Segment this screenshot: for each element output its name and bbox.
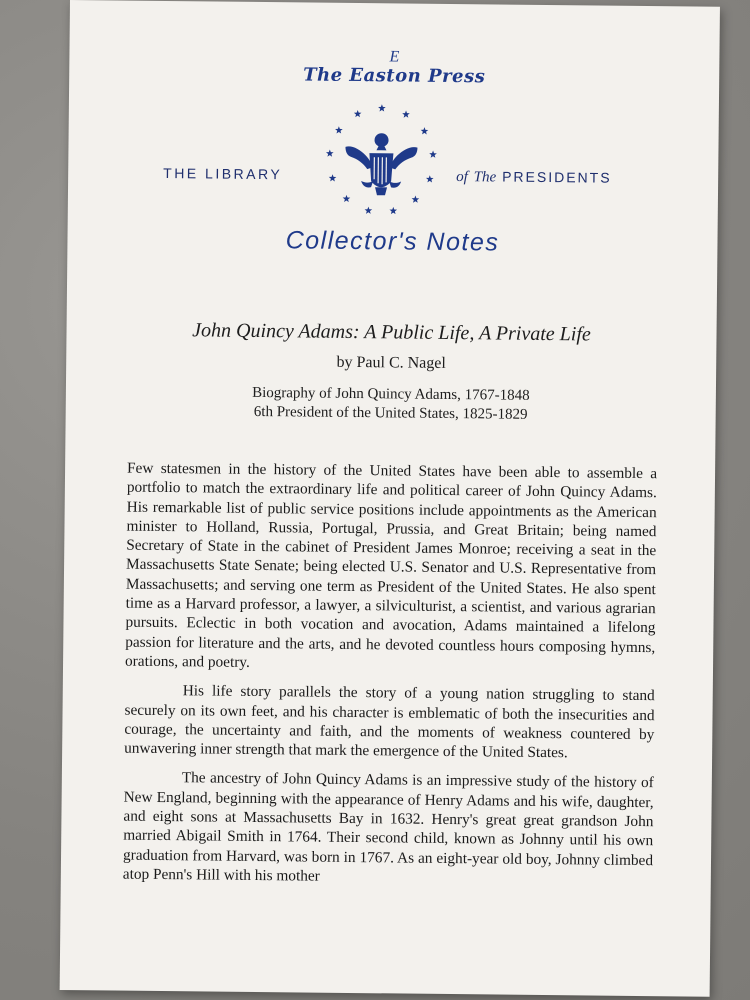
seal-star-icon <box>354 110 362 117</box>
paragraph-1: Few statesmen in the history of the United States have been able to assemble a portfolio to match the extraordinary life and political career of John Quincy Adams. His remarkable list of public service positions include appointments as the American minister to Holland, Russia, Portugal, Prussia, and Great Britain; being named Secretary of State in the cabinet of President James Monroe; receiving a seat in the Massachusetts State Senate; being elected U.S. Senator and U.S. Representative from Massachusetts; and serving one term as President of the United States. He also spent time as a Harvard professor, a lawyer, a silviculturist, a scientist, and various agrarian pursuits. Eclectic in both vocation and avocation, Adams maintained a lifelong passion for literature and the arts, and he devoted countless hours composing hymns, orations, and poetry. <box>124 459 658 671</box>
collectors-notes-card <box>60 0 720 997</box>
series-presidents: PRESIDENTS <box>502 168 612 186</box>
seal-star-icon <box>329 174 337 181</box>
seal-star-icon <box>389 207 397 214</box>
seal-star-icon <box>412 196 420 203</box>
seal-star-icon <box>426 175 434 182</box>
presidential-eagle-seal-icon <box>321 103 442 219</box>
series-right <box>456 168 612 188</box>
series-of: of <box>456 169 468 186</box>
publisher-logo <box>69 46 719 90</box>
seal-star-icon <box>378 104 386 111</box>
seal-star-icon <box>421 127 429 134</box>
book-title: John Quincy Adams: A Public Life, A Private Life <box>192 319 591 346</box>
body-text <box>123 459 658 900</box>
seal-star-icon <box>429 151 437 158</box>
paragraph-3: The ancestry of John Quincy Adams is an impressive study of the history of New England, beginning with the appearance of Henry Adams and his wife, daughter, and eight sons at Massachusetts Bay in 1632. Henry's great great grandson John married Abigail Smith in 1764. Their second child, known as Johnny until his own graduation from Harvard, was born in 1767. As an eight-year old boy, Johnny climbed atop Penn's Hill with his mother <box>122 769 654 885</box>
seal-star-icon <box>326 149 334 156</box>
bio-line-1: Biography of John Quincy Adams, 1767-1848 <box>252 384 530 404</box>
publisher-monogram: E <box>389 48 400 66</box>
series-header <box>68 100 719 217</box>
bio-line-2: 6th President of the United States, 1825-1829 <box>253 403 528 423</box>
seal-star-icon <box>343 195 351 202</box>
seal-star-icon <box>335 126 343 133</box>
publisher-name: The Easton Press <box>303 64 486 88</box>
series-the: The <box>473 169 497 186</box>
series-left: THE LIBRARY <box>163 164 283 183</box>
book-bio <box>66 382 716 427</box>
seal-star-icon <box>402 110 410 117</box>
book-author: by Paul C. Nagel <box>336 353 446 372</box>
seal-star-icon <box>365 207 373 214</box>
page-title: Collector's Notes <box>285 226 500 257</box>
paragraph-2: His life story parallels the story of a young nation struggling to stand securely on its own feet, and his character is emblematic of both the insecurities and courage, the uncertainty and faith, and the moments of weakness countered by unwavering inner strength that mark the emergence of the United States. <box>124 682 655 762</box>
